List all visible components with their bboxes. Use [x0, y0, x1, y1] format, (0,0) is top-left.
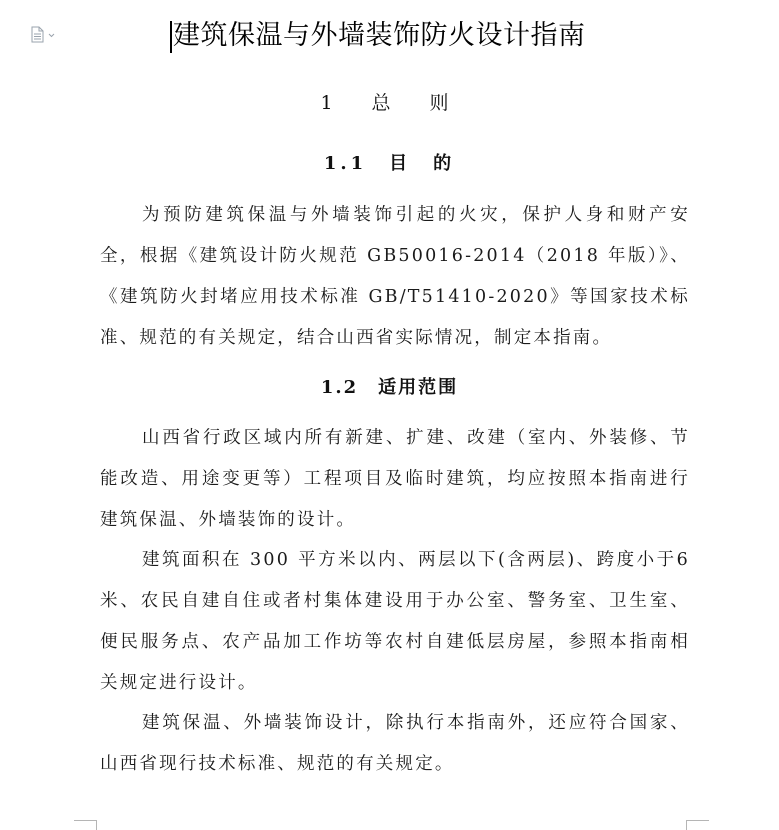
document-icon	[32, 27, 43, 42]
chapter-heading[interactable]: 1 总 则	[320, 92, 459, 114]
paragraph-scope-2[interactable]: 建筑面积在 300 平方米以内、两层以下(含两层)、跨度小于6 米、农民自建自住或者村集体建设用于办公室、警务室、卫生室、便民服务点、农产品加工作坊等农村自建低层房屋，参照本指南相关规定进行设计。	[100, 550, 690, 693]
document-title[interactable]: 建筑保温与外墙装饰防火设计指南	[173, 20, 586, 51]
section-heading-purpose[interactable]: 1.1 目 的	[323, 153, 456, 174]
page-margin-mark-left	[74, 820, 97, 830]
paragraph-purpose[interactable]: 为预防建筑保温与外墙装饰引起的火灾，保护人身和财产安全，根据《建筑设计防火规范 GB50016-2014（2018 年版）》、《建筑防火封堵应用技术标准 GB/T51410-2020》等国家技术标准、规范的有关规定，结合山西省实际情况，制定本指南。	[100, 205, 690, 348]
page-margin-mark-right	[686, 820, 709, 830]
text-cursor	[170, 21, 172, 53]
paragraph-scope-1[interactable]: 山西省行政区域内所有新建、扩建、改建（室内、外装修、节能改造、用途变更等）工程项目及临时建筑，均应按照本指南进行建筑保温、外墙装饰的设计。	[100, 428, 690, 530]
paragraph-scope-3[interactable]: 建筑保温、外墙装饰设计，除执行本指南外，还应符合国家、山西省现行技术标准、规范的有关规定。	[100, 713, 690, 774]
chevron-down-icon	[49, 34, 54, 37]
section-heading-scope[interactable]: 1.2 适用范围	[320, 377, 459, 398]
document-menu-button[interactable]	[30, 26, 58, 44]
